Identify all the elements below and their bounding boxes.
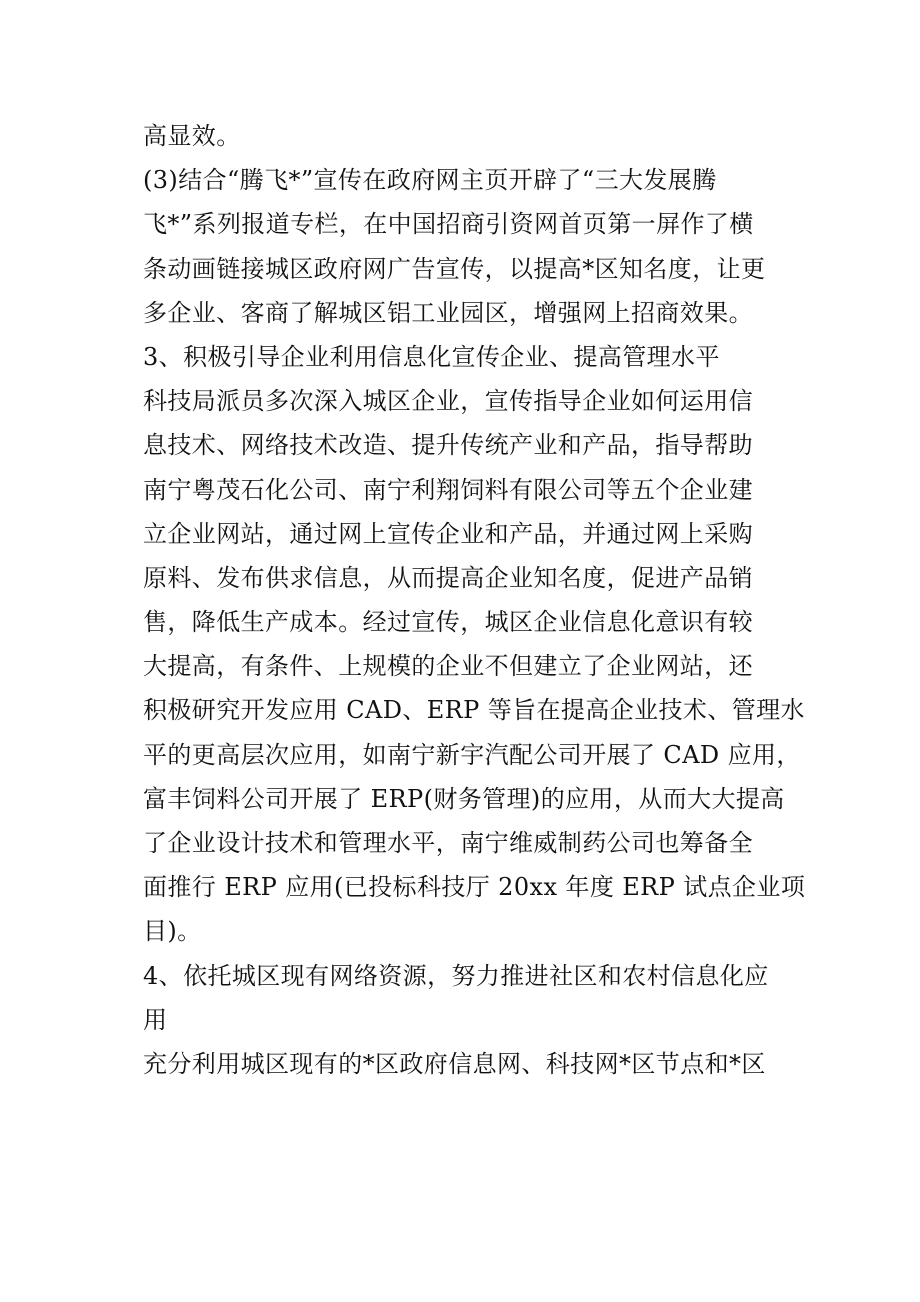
text-line: 飞*”系列报道专栏，在中国招商引资网首页第一屏作了横 [143,210,754,239]
text-line: 积极研究开发应用 CAD、ERP 等旨在提高企业技术、管理水 [143,696,805,725]
text-line: 富丰饲料公司开展了 ERP(财务管理)的应用，从而大大提高 [143,784,785,813]
section-heading: 4、依托城区现有网络资源，努力推进社区和农村信息化应 [143,961,769,990]
section-heading: 用 [143,1005,168,1034]
text-line: 条动画链接城区政府网广告宣传，以提高*区知名度，让更 [143,254,766,283]
text-line: 高显效。 [143,122,241,150]
document-body [143,114,806,1086]
text-line: 科技局派员多次深入城区企业，宣传指导企业如何运用信 [143,387,753,416]
text-line: 立企业网站，通过网上宣传企业和产品，并通过网上采购 [143,519,753,548]
text-line: 售，降低生产成本。经过宣传，城区企业信息化意识有较 [143,608,753,637]
text-line: 目)。 [143,917,202,946]
section-heading: 3、积极引导企业利用信息化宣传企业、提高管理水平 [143,342,720,371]
text-line: 原料、发布供求信息，从而提高企业知名度，促进产品销 [143,563,753,592]
text-line: 平的更高层次应用，如南宁新宇汽配公司开展了 CAD 应用， [143,740,801,769]
text-line: 面推行 ERP 应用(已投标科技厅 20xx 年度 ERP 试点企业项 [143,873,806,902]
text-line: 息技术、网络技术改造、提升传统产业和产品，指导帮助 [143,431,753,460]
text-line: (3)结合“腾飞*”宣传在政府网主页开辟了“三大发展腾 [143,166,717,195]
text-line: 多企业、客商了解城区铝工业园区，增强网上招商效果。 [143,298,753,327]
text-line: 南宁粤茂石化公司、南宁利翔饲料有限公司等五个企业建 [143,475,753,504]
text-line: 了企业设计技术和管理水平，南宁维威制药公司也筹备全 [143,829,753,857]
text-line: 大提高，有条件、上规模的企业不但建立了企业网站，还 [143,652,753,681]
text-line: 充分利用城区现有的*区政府信息网、科技网*区节点和*区 [143,1049,766,1078]
